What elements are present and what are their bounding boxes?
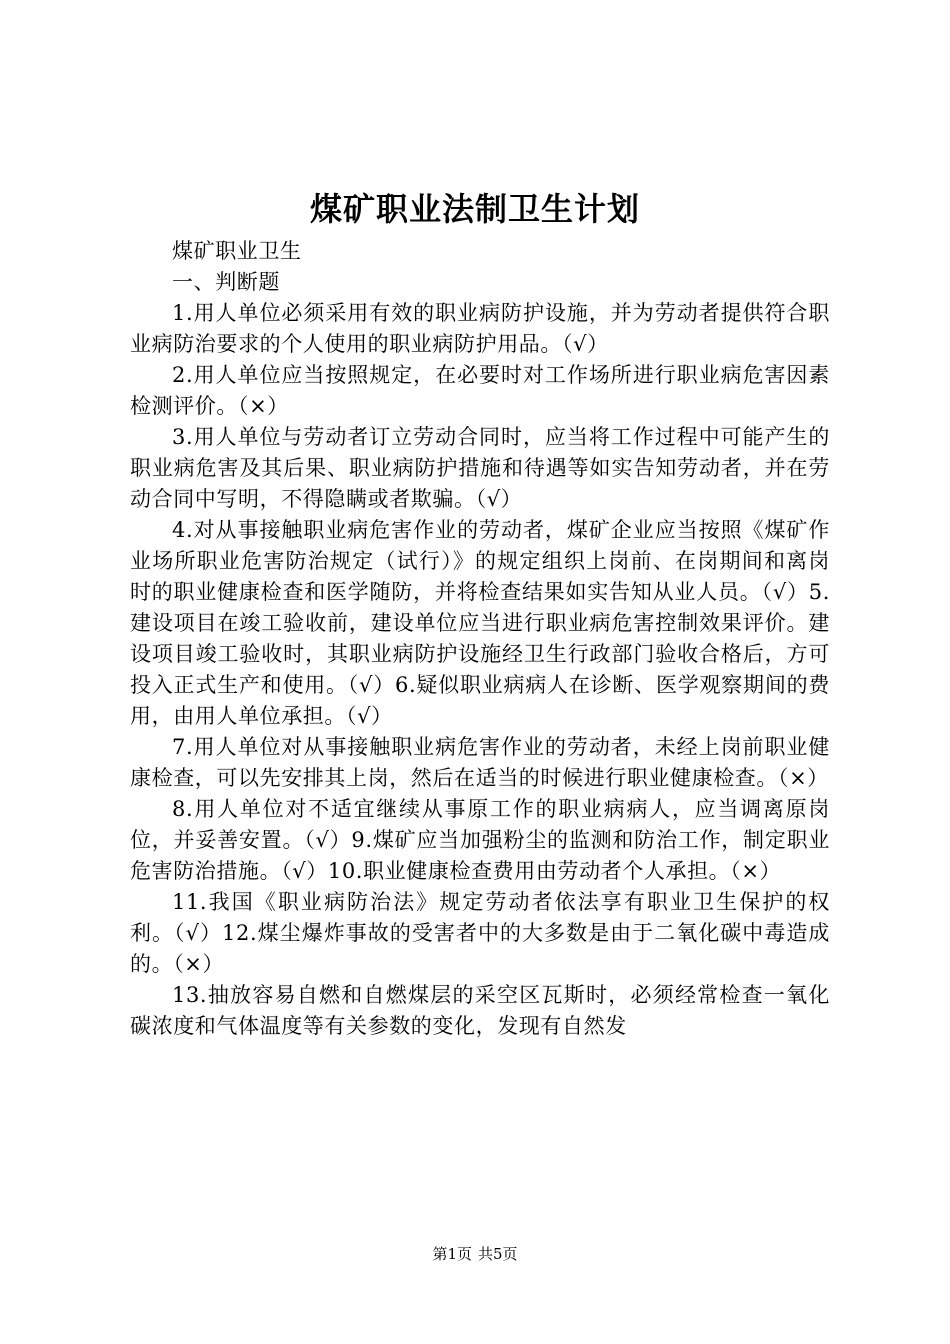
document-body — [130, 236, 830, 1042]
document-title: 煤矿职业法制卫生计划 — [309, 190, 640, 228]
paragraph: 13.抽放容易自燃和自燃煤层的采空区瓦斯时，必须经常检查一氧化碳浓度和气体温度等有关参数的变化，发现有自然发 — [130, 983, 830, 1038]
page-number: 第1页 — [432, 1245, 472, 1263]
page-footer — [0, 1244, 950, 1264]
paragraph: 11.我国《职业病防治法》规定劳动者依法享有职业卫生保护的权利。（√）12.煤尘爆炸事故的受害者中的大多数是由于二氧化碳中毒造成的。（×） — [130, 890, 830, 976]
subsection-heading: 一、判断题 — [172, 270, 280, 294]
page-total: 共5页 — [478, 1245, 518, 1263]
paragraph: 8.用人单位对不适宜继续从事原工作的职业病病人，应当调离原岗位，并妥善安置。（√）9.煤矿应当加强粉尘的监测和防治工作，制定职业危害防治措施。（√）10.职业健康检查费用由劳动者个人承担。（×） — [130, 797, 830, 883]
paragraph: 1.用人单位必须采用有效的职业病防护设施，并为劳动者提供符合职业病防治要求的个人使用的职业病防护用品。（√） — [130, 301, 830, 356]
paragraph: 7.用人单位对从事接触职业病危害作业的劳动者，未经上岗前职业健康检查，可以先安排其上岗，然后在适当的时候进行职业健康检查。（×） — [130, 735, 830, 790]
paragraph: 2.用人单位应当按照规定，在必要时对工作场所进行职业病危害因素检测评价。（×） — [130, 363, 830, 418]
section-heading: 煤矿职业卫生 — [172, 239, 302, 263]
paragraph: 4.对从事接触职业病危害作业的劳动者，煤矿企业应当按照《煤矿作业场所职业危害防治规定（试行）》的规定组织上岗前、在岗期间和离岗时的职业健康检查和医学随防，并将检查结果如实告知从业人员。（√）5.建设项目在竣工验收前，建设单位应当进行职业病危害控制效果评价。建设项目竣工验收时，其职业病防护设施经卫生行政部门验收合格后，方可投入正式生产和使用。（√）6.疑似职业病病人在诊断、医学观察期间的费用，由用人单位承担。（√） — [130, 518, 830, 728]
paragraph: 3.用人单位与劳动者订立劳动合同时，应当将工作过程中可能产生的职业病危害及其后果、职业病防护措施和待遇等如实告知劳动者，并在劳动合同中写明，不得隐瞒或者欺骗。（√） — [130, 425, 830, 511]
